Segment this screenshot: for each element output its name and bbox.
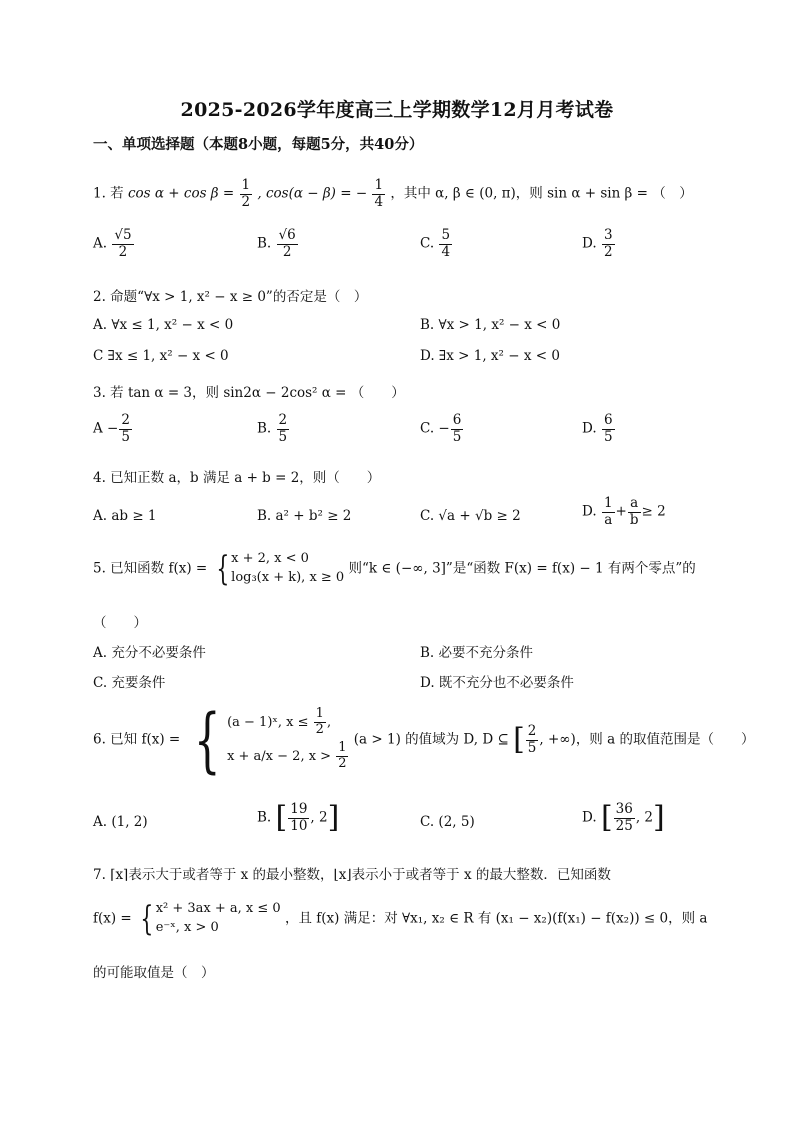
q4-option-c: C. √a + √b ≥ 2 <box>420 508 521 524</box>
q4-option-d: D. $\frac{1}{a}$ + $\frac{a}{b}$ ≥ 2 <box>582 495 666 528</box>
section-heading: 一、单项选择题（本题8小题，每题5分，共40分） <box>93 136 424 153</box>
q3-option-b: B. $\frac{2}{5}$ <box>257 412 288 445</box>
q6-option-b: B. [ $\frac{19}{10}$ , 2] <box>257 800 340 836</box>
q5-option-b: B. 必要不充分条件 <box>420 645 534 661</box>
q5-paren: （ ） <box>93 615 147 631</box>
q2-option-c: C ∃x ≤ 1, x² − x < 0 <box>93 348 229 364</box>
question-2: 2. 命题“∀x > 1, x² − x ≥ 0”的否定是（ ） <box>93 289 368 305</box>
q2-option-a: A. ∀x ≤ 1, x² − x < 0 <box>93 317 234 333</box>
q6-option-c: C. (2, 5) <box>420 814 475 830</box>
q3-option-d: D. $\frac{6}{5}$ <box>582 412 613 445</box>
q2-option-b: B. ∀x > 1, x² − x < 0 <box>420 317 561 333</box>
q6-option-d: D. [ $\frac{36}{25}$ , 2] <box>582 800 665 836</box>
q5-option-d: D. 既不充分也不必要条件 <box>420 675 574 691</box>
page-title: 2025-2026学年度高三上学期数学12月月考试卷 <box>180 99 614 121</box>
q3-option-a: A − $\frac{2}{5}$ <box>93 412 130 445</box>
q7-line-3: 的可能取值是（ ） <box>93 965 215 981</box>
q1-option-a: A. $\frac{√5}{2}$ <box>93 227 132 260</box>
q5-option-c: C. 充要条件 <box>93 675 166 691</box>
q1-option-b: B. $\frac{√6}{2}$ <box>257 227 296 260</box>
q2-option-d: D. ∃x > 1, x² − x < 0 <box>420 348 560 364</box>
question-3: 3. 若 tan α = 3，则 sin2α − 2cos² α = （ ） <box>93 385 405 401</box>
question-5: 5. 已知函数 f(x) = { x + 2, x < 0 log₃(x + k), x ≥ 0 则“k ∈ (−∞, 3]”是“函数 F(x) = f(x) − 1 有两个零点”的 <box>93 548 696 589</box>
q6-option-a: A. (1, 2) <box>93 814 148 830</box>
question-1: 1. 若 cos α + cos β = $\frac{1}{2}$ , cos(α − β) = − $\frac{1}{4}$ ，其中 α, β ∈ (0, π)，则 sin α + sin β = （ ） <box>93 177 693 210</box>
q4-option-a: A. ab ≥ 1 <box>93 508 157 524</box>
q1-option-c: C. $\frac{5}{4}$ <box>420 227 451 260</box>
question-4: 4. 已知正数 a，b 满足 a + b = 2，则（ ） <box>93 470 381 486</box>
q1-option-d: D. $\frac{3}{2}$ <box>582 227 613 260</box>
question-6: 6. 已知 f(x) = { (a − 1)ˣ, x ≤ $\frac{1}{2}$ , x + a/x − 2, x > $\frac{1}{2}$ (a > 1) 的值域为 D, D ⊆ [ $\frac{2}{5}$ , +∞)，则 a 的取值范围是（ ） <box>93 699 755 781</box>
q3-option-c: C. − $\frac{6}{5}$ <box>420 412 462 445</box>
q7-function-def: f(x) = { x² + 3ax + a, x ≤ 0 e⁻ˣ, x > 0 ，且 f(x) 满足：对 ∀x₁, x₂ ∈ R 有 (x₁ − x₂)(f(x₁) − f(x₂)) ≤ 0，则 a <box>93 898 708 939</box>
q4-option-b: B. a² + b² ≥ 2 <box>257 508 352 524</box>
question-7: 7. ⌈x⌉表示大于或者等于 x 的最小整数，⌊x⌋表示小于或者等于 x 的最大整数．已知函数 <box>93 867 611 883</box>
q5-option-a: A. 充分不必要条件 <box>93 645 206 661</box>
